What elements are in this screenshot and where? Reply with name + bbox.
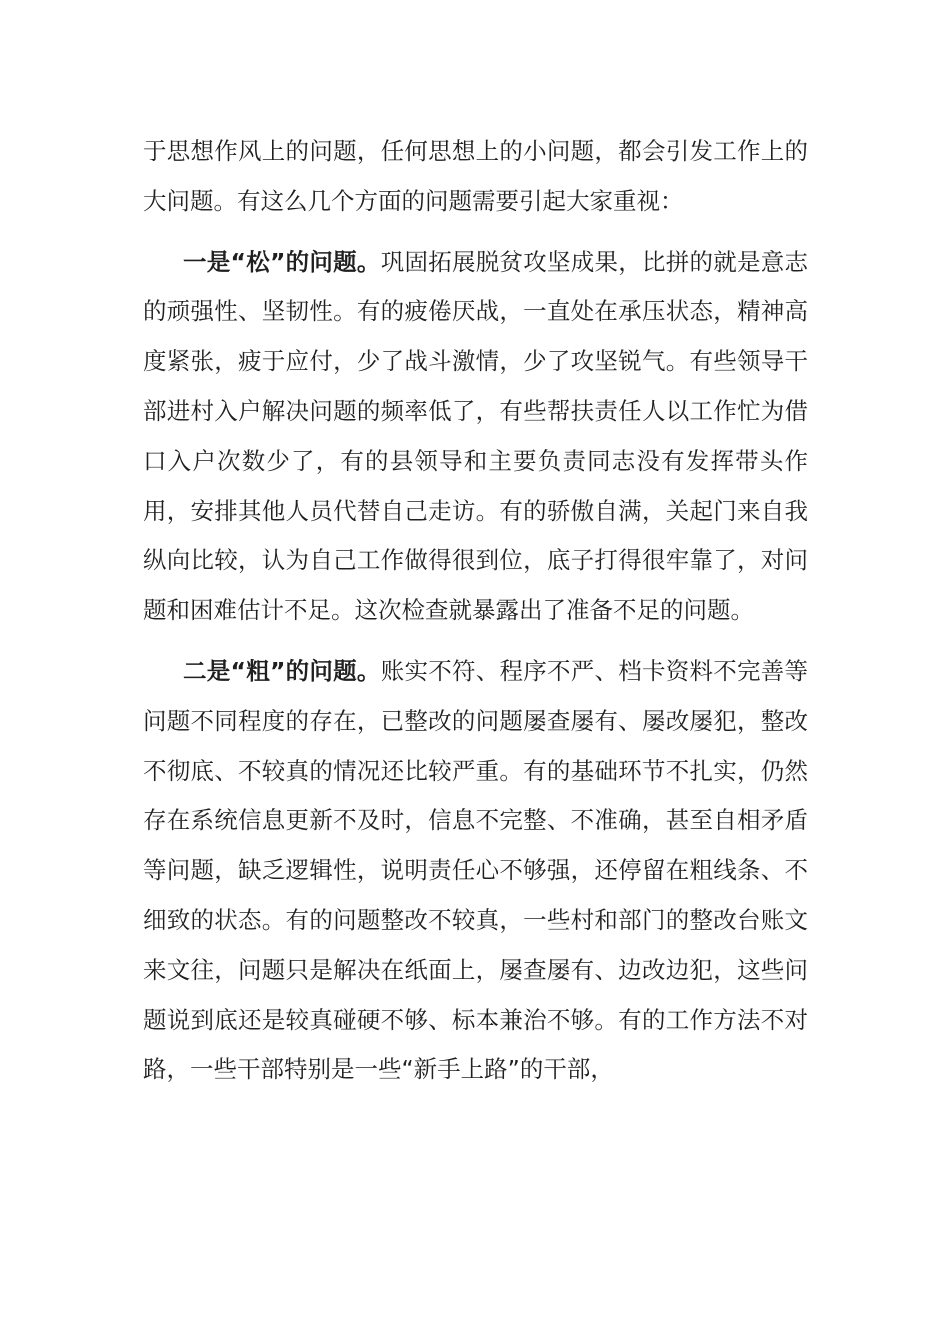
paragraph-rough-issue — [143, 647, 808, 1095]
document-body — [143, 127, 808, 1095]
paragraph-text: 于思想作风上的问题，任何思想上的小问题，都会引发工作上的大问题。有这么几个方面的问题需要引起大家重视： — [143, 137, 808, 215]
paragraph-heading: 二是“粗”的问题。 — [183, 656, 381, 685]
paragraph-text: 巩固拓展脱贫攻坚成果，比拼的就是意志的顽强性、坚韧性。有的疲倦厌战，一直处在承压状态，精神高度紧张，疲于应付，少了战斗激情，少了攻坚锐气。有些领导干部进村入户解决问题的频率低了，有些帮扶责任人以工作忙为借口入户次数少了，有的县领导和主要负责同志没有发挥带头作用，安排其他人员代替自己走访。有的骄傲自满，关起门来自我纵向比较，认为自己工作做得很到位，底子打得很牢靠了，对问题和困难估计不足。这次检查就暴露出了准备不足的问题。 — [143, 247, 809, 625]
paragraph-heading: 一是“松”的问题。 — [183, 247, 381, 276]
paragraph-continuation — [143, 127, 808, 227]
paragraph-loose-issue — [143, 238, 808, 636]
paragraph-text: 账实不符、程序不严、档卡资料不完善等问题不同程度的存在，已整改的问题屡查屡有、屡改屡犯，整改不彻底、不较真的情况还比较严重。有的基础环节不扎实，仍然存在系统信息更新不及时，信息不完整、不准确，甚至自相矛盾等问题，缺乏逻辑性，说明责任心不够强，还停留在粗线条、不细致的状态。有的问题整改不较真，一些村和部门的整改台账文来文往，问题只是解决在纸面上，屡查屡有、边改边犯，这些问题说到底还是较真碰硬不够、标本兼治不够。有的工作方法不对路，一些干部特别是一些“新手上路”的干部， — [143, 656, 809, 1084]
